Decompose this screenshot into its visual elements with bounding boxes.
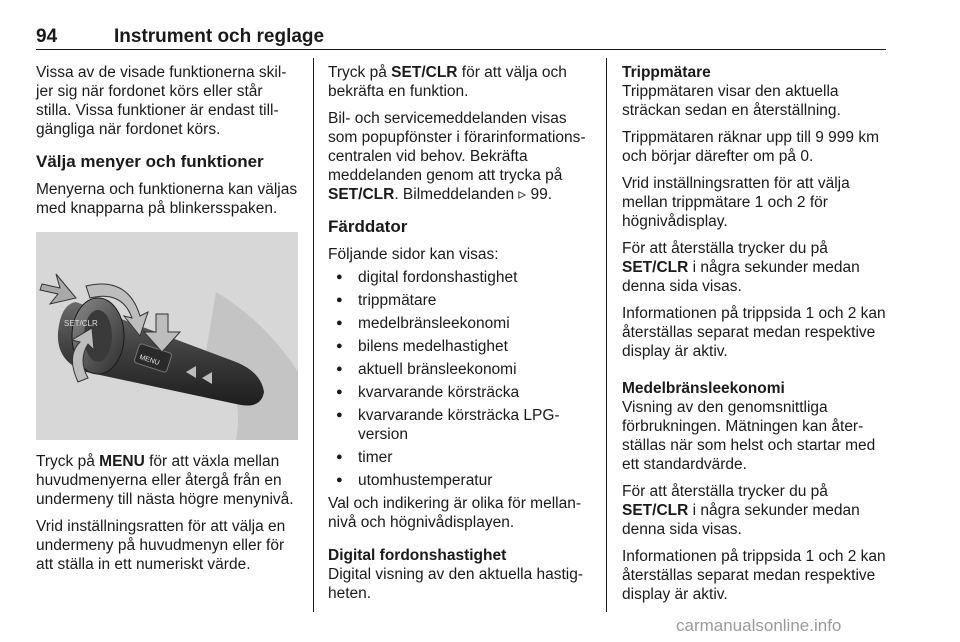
messages-paragraph: Bil- och servicemeddelanden visas som popupfönster i förarinformationscentralen vid behov. Bekräfta meddelanden genom att trycka på SET/CLR. Bilmeddelanden ▹ 99. — [328, 110, 586, 203]
trip-separate-paragraph: Informationen på trippsida 1 och 2 kan återställas separat medan respektive display är aktiv. — [622, 305, 886, 360]
list-item: ● bilens medelhastighet — [328, 337, 590, 356]
intro-paragraph: Vissa av de visade funktionerna skiljer sig när fordonet körs eller står stilla. Vissa funktioner är endast tillgängliga när fordonet körs. — [36, 64, 287, 138]
column-divider-1 — [313, 58, 314, 612]
list-item: ● timer — [328, 448, 590, 467]
menus-paragraph: Menyerna och funktionerna kan väljas med knapparna på blinkersspaken. — [36, 181, 298, 217]
menu-paragraph: Tryck på MENU för att växla mellan huvudmenyerna eller återgå från en undermeny till nästa högre menynivå. — [36, 453, 294, 508]
trip-select-paragraph: Vrid inställningsratten för att välja mellan trippmätare 1 och 2 för högnivådisplay. — [622, 175, 850, 230]
list-item: ● utomhustemperatur — [328, 471, 590, 490]
list-item: ● medelbränsleekonomi — [328, 314, 590, 333]
heading-digital-speed: Digital fordonshastighet — [328, 547, 507, 564]
trip-count-paragraph: Trippmätaren räknar upp till 9 999 km och börjar därefter om på 0. — [622, 129, 880, 165]
pages-list — [328, 268, 590, 490]
trip-reset-paragraph: För att återställa trycker du på SET/CLR i några sekunder medan denna sida visas. — [622, 240, 860, 295]
section-title: Instrument och reglage — [114, 26, 325, 47]
page-number: 94 — [36, 26, 58, 47]
column-2 — [328, 63, 590, 611]
page-ref-icon: ▹ — [518, 186, 531, 203]
dial-paragraph: Vrid inställningsratten för att välja en undermeny på huvudmenyn eller för att ställa in ett numeriskt värde. — [36, 518, 286, 573]
list-item: ● aktuell bränsleekonomi — [328, 360, 590, 379]
column-3 — [622, 63, 888, 612]
page-header — [36, 26, 886, 48]
setclr-paragraph: Tryck på SET/CLR för att välja och bekräfta en funktion. — [328, 64, 567, 100]
digital-speed-paragraph: Digital visning av den aktuella hastigheten. — [328, 566, 584, 602]
display-level-paragraph: Val och indikering är olika för mellannivå och högnivådisplayen. — [328, 495, 582, 531]
avg-fuel-reset-paragraph: För att återställa trycker du på SET/CLR i några sekunder medan denna sida visas. — [622, 483, 860, 538]
stalk-illustration — [36, 232, 298, 440]
heading-menus: Välja menyer och funktioner — [36, 152, 264, 171]
avg-fuel-separate-paragraph: Informationen på trippsida 1 och 2 kan återställas separat medan respektive display är aktiv. — [622, 548, 886, 603]
list-item: ● trippmätare — [328, 291, 590, 310]
watermark: carmanualsonline.info — [676, 616, 842, 635]
set-clr-label: SET/CLR — [64, 319, 98, 328]
avg-fuel-paragraph: Visning av den genomsnittliga förbrukningen. Mätningen kan återställas när som helst och startar med ett standardvärde. — [622, 399, 876, 473]
heading-trip-computer: Färddator — [328, 217, 408, 236]
list-item: ● digital fordonshastighet — [328, 268, 590, 287]
column-1 — [36, 63, 298, 582]
pages-intro: Följande sidor kan visas: — [328, 246, 499, 263]
header-rule — [36, 49, 886, 50]
list-item: ● kvarvarande körsträcka LPG-version — [328, 406, 590, 444]
heading-trip-meter: Trippmätare — [622, 64, 711, 81]
list-item: ● kvarvarande körsträcka — [328, 383, 590, 402]
heading-avg-fuel: Medelbränsleekonomi — [622, 380, 785, 397]
trip-meter-paragraph: Trippmätaren visar den aktuella sträckan sedan en återställning. — [622, 83, 841, 119]
menu-label: MENU — [138, 353, 161, 368]
column-divider-2 — [606, 58, 607, 612]
